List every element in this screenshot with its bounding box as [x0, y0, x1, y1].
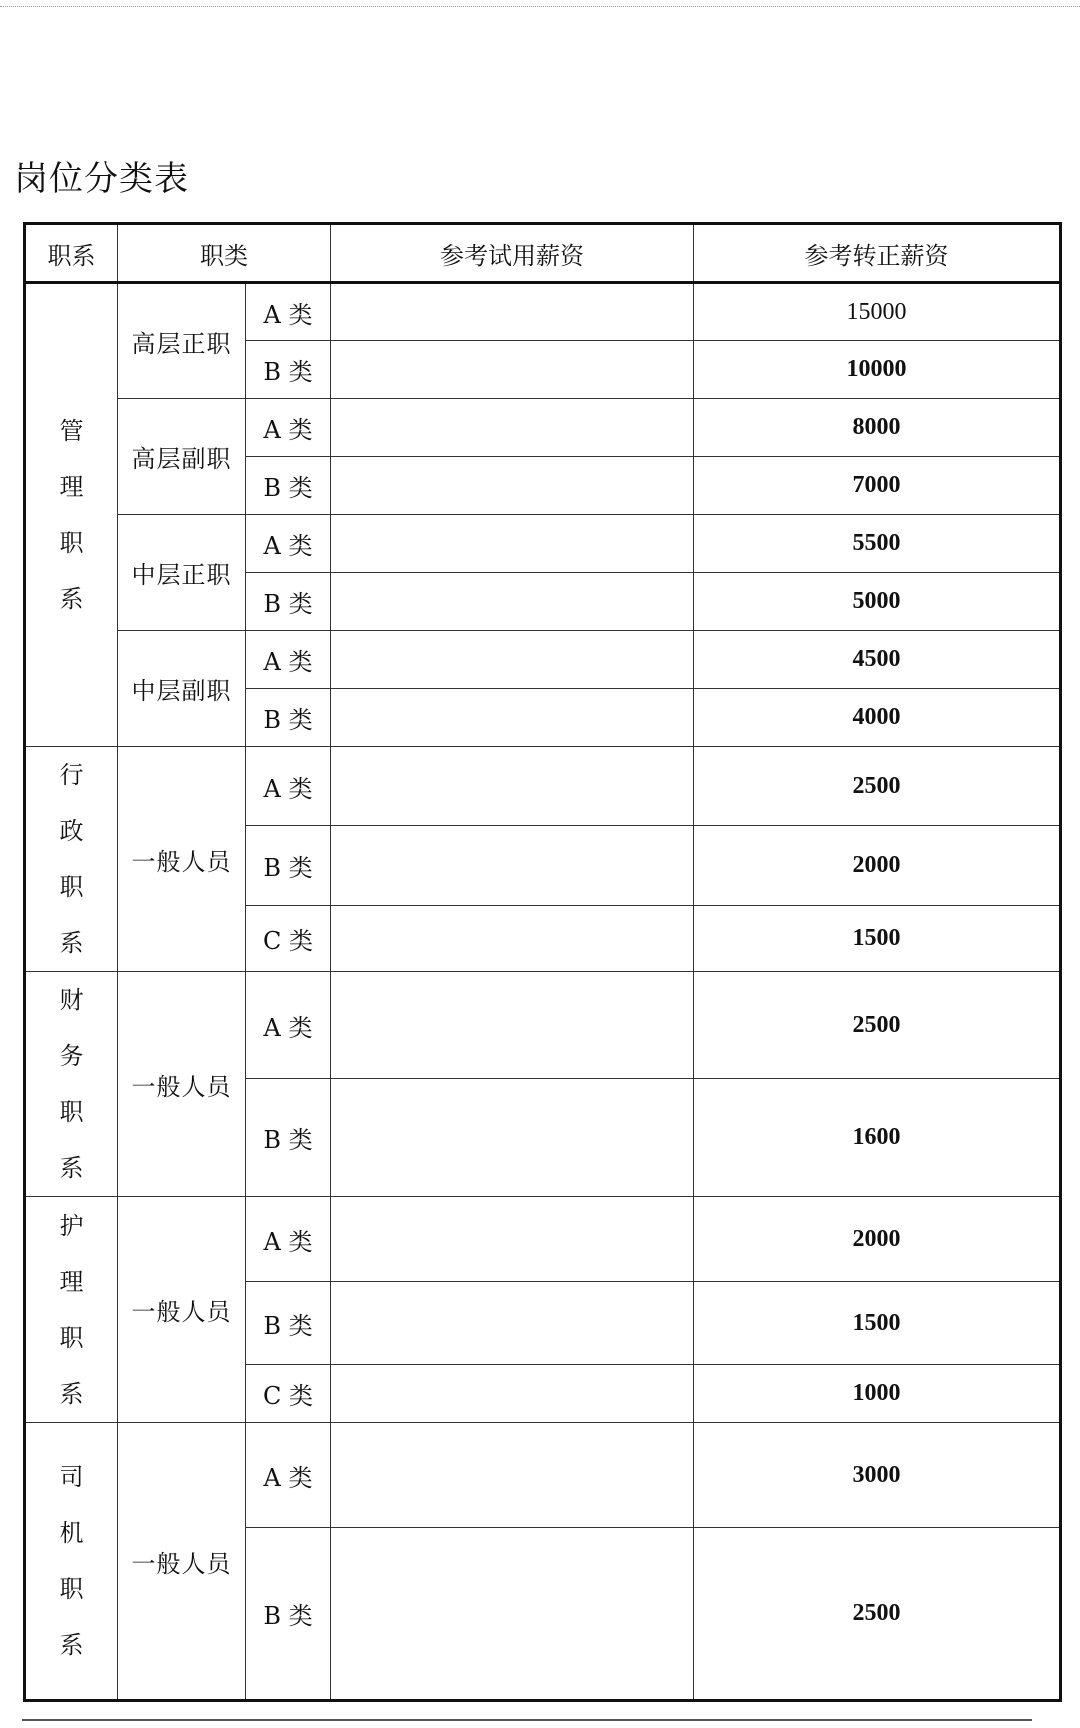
table-row: [25, 399, 1061, 457]
header-category: 职类: [118, 224, 331, 283]
regular-salary-cell: 4000: [694, 689, 1061, 747]
grade-cell: B 类: [246, 689, 331, 747]
regular-salary-cell: 2000: [694, 826, 1061, 905]
grade-cell: B 类: [246, 826, 331, 905]
regular-salary-cell: 2500: [694, 972, 1061, 1079]
rank-cell: 中层副职: [118, 631, 246, 747]
salary-table: [23, 222, 1062, 1702]
rank-cell: 中层正职: [118, 515, 246, 631]
grade-cell: A 类: [246, 1197, 331, 1282]
regular-salary-cell: 5000: [694, 573, 1061, 631]
regular-salary-cell: 1500: [694, 1282, 1061, 1365]
rank-cell: 高层副职: [118, 399, 246, 515]
trial-salary-cell: [331, 457, 694, 515]
trial-salary-cell: [331, 826, 694, 905]
grade-cell: B 类: [246, 457, 331, 515]
trial-salary-cell: [331, 1528, 694, 1701]
grade-cell: A 类: [246, 283, 331, 341]
regular-salary-cell: 10000: [694, 341, 1061, 399]
table-header-row: [25, 224, 1061, 283]
regular-salary-cell: 2500: [694, 747, 1061, 826]
regular-salary-cell: 1600: [694, 1079, 1061, 1197]
system-cell-administration: 行 政 职 系: [25, 747, 118, 972]
trial-salary-cell: [331, 1079, 694, 1197]
grade-cell: B 类: [246, 1528, 331, 1701]
regular-salary-cell: 2500: [694, 1528, 1061, 1701]
rank-cell: 一般人员: [118, 1197, 246, 1423]
trial-salary-cell: [331, 515, 694, 573]
system-cell-management: 管 理 职 系: [25, 283, 118, 747]
trial-salary-cell: [331, 747, 694, 826]
grade-cell: B 类: [246, 341, 331, 399]
grade-cell: A 类: [246, 515, 331, 573]
trial-salary-cell: [331, 399, 694, 457]
grade-cell: A 类: [246, 747, 331, 826]
grade-cell: A 类: [246, 631, 331, 689]
trial-salary-cell: [331, 689, 694, 747]
trial-salary-cell: [331, 283, 694, 341]
trial-salary-cell: [331, 972, 694, 1079]
trial-salary-cell: [331, 341, 694, 399]
top-dotted-rule: [0, 6, 1080, 7]
table-row: [25, 1423, 1061, 1528]
bottom-rule: [22, 1719, 1032, 1721]
grade-cell: C 类: [246, 905, 331, 971]
regular-salary-cell: 1000: [694, 1365, 1061, 1423]
trial-salary-cell: [331, 905, 694, 971]
header-system: 职系: [25, 224, 118, 283]
regular-salary-cell: 4500: [694, 631, 1061, 689]
system-cell-finance: 财 务 职 系: [25, 972, 118, 1197]
rank-cell: 一般人员: [118, 1423, 246, 1701]
grade-cell: B 类: [246, 1282, 331, 1365]
trial-salary-cell: [331, 1423, 694, 1528]
trial-salary-cell: [331, 1365, 694, 1423]
grade-cell: B 类: [246, 1079, 331, 1197]
regular-salary-cell: 7000: [694, 457, 1061, 515]
regular-salary-cell: 5500: [694, 515, 1061, 573]
system-cell-driver: 司 机 职 系: [25, 1423, 118, 1701]
table-row: [25, 283, 1061, 341]
rank-cell: 一般人员: [118, 972, 246, 1197]
grade-cell: B 类: [246, 573, 331, 631]
header-trial-salary: 参考试用薪资: [331, 224, 694, 283]
system-cell-nursing: 护 理 职 系: [25, 1197, 118, 1423]
regular-salary-cell: 1500: [694, 905, 1061, 971]
grade-cell: A 类: [246, 399, 331, 457]
trial-salary-cell: [331, 1282, 694, 1365]
page-title: 岗位分类表: [14, 158, 189, 199]
trial-salary-cell: [331, 1197, 694, 1282]
table-row: [25, 1197, 1061, 1282]
grade-cell: C 类: [246, 1365, 331, 1423]
rank-cell: 一般人员: [118, 747, 246, 972]
rank-cell: 高层正职: [118, 283, 246, 399]
trial-salary-cell: [331, 573, 694, 631]
table-row: [25, 747, 1061, 826]
regular-salary-cell: 15000: [694, 283, 1061, 341]
regular-salary-cell: 2000: [694, 1197, 1061, 1282]
trial-salary-cell: [331, 631, 694, 689]
table-row: [25, 631, 1061, 689]
grade-cell: A 类: [246, 972, 331, 1079]
regular-salary-cell: 3000: [694, 1423, 1061, 1528]
table-row: [25, 972, 1061, 1079]
header-regular-salary: 参考转正薪资: [694, 224, 1061, 283]
table-row: [25, 515, 1061, 573]
regular-salary-cell: 8000: [694, 399, 1061, 457]
grade-cell: A 类: [246, 1423, 331, 1528]
